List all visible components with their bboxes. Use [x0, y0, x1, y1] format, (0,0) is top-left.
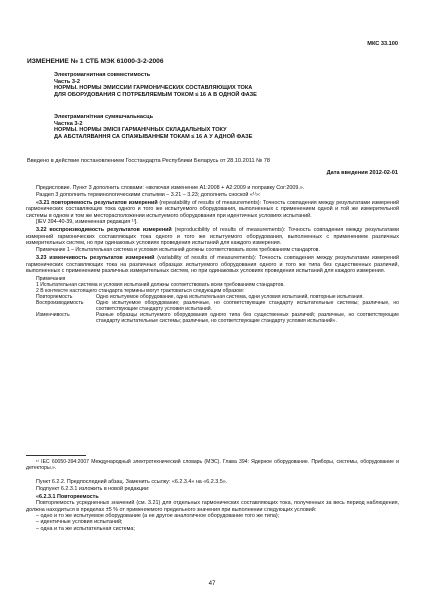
- term-3-22-heading: 3.22 воспроизводимость результатов измерений: [36, 227, 172, 234]
- ru-title-line-2: Часть 3-2: [54, 78, 80, 85]
- ru-title-line-3: НОРМЫ. НОРМЫ ЭМИССИИ ГАРМОНИЧЕСКИХ СОСТАВЛЯЮЩИХ ТОКА: [54, 85, 253, 92]
- term-3-21-reference: [IEV 394-40-39, измененная редакция ¹⁾].: [36, 218, 138, 225]
- by-title-line-2: Частка 3-2: [54, 120, 83, 127]
- paragraph-6-2-2: Пункт 6.2.2. Предпоследний абзац. Заменить ссылку: «6.2.3.4» на «6.2.3.5».: [36, 479, 228, 485]
- term-3-21: [26, 200, 399, 219]
- condition-list-item: – одно и то же испытуемое оборудование (а не другое аналогичное оборудование того же типа);: [36, 512, 280, 519]
- amendment-title: ИЗМЕНЕНИЕ № 1 СТБ МЭК 61000-3-2-2006: [27, 58, 164, 65]
- term-3-23-text: (variability of results of measurements): Точность совпадения между результатами измерений гармонических составляющих тока на различных образцах испытуемого оборудования одного и того же типа без существенных различий, выполненных с применением различных измерительных систем, но при одинаковых условиях проведения испытаний для каждого измерения.: [26, 255, 399, 275]
- definition-row: [36, 312, 399, 324]
- paragraph-6-2-3-1-body: Повторяемость усредненных значений (см. 3.21) для отдельных гармонических составляющих тока, полученных за весь период наблюдения, должна находиться в пределах ±5 % от применяемого предельного значения при выполнении следующих условий:: [26, 500, 399, 513]
- term-3-22-text: (reproducibility of results of measurements): Точность совпадения между результатами измерений гармонических составляющих тока одного и того же испытуемого оборудования, выполненных с применением различных измерительных систем, но при одинаковых условиях проведения испытаний для каждого измерения.: [26, 227, 399, 246]
- definition-term: Воспроизводимость: [36, 299, 84, 306]
- definition-desc: Одно испытуемое оборудование, одна испытательная система, одни условия испытаний, повторные испытания.: [96, 293, 364, 300]
- term-3-21-text: (repeatability of results of measurements): Точность совпадения между результатами измерений гармонических составляющих тока одного и того же испытуемого оборудования, выполненных с применением одной и той же измерительной системы в одном и том же месторасположении испытуемого оборудования при идентичных условиях испытаний.: [26, 199, 399, 219]
- term-3-23: [26, 255, 399, 274]
- condition-list-item: – одна и та же испытательная система;: [36, 525, 135, 532]
- definition-term: Повторяемость: [36, 293, 73, 300]
- notes-block: [26, 276, 399, 324]
- footnote-text: ¹⁾ IEC 60050-394:2007 Международный электротехнический словарь (МЭС). Глава 394: Ядерное оборудование. Приборы, системы, оборудование и детекторы.».: [26, 459, 399, 471]
- preface-paragraph: Предисловие. Пункт 3 дополнить словами: «включая изменение А1:2008 + А2:2009 и поправку Cor:2009.».: [36, 185, 305, 191]
- enactment-text: Введено в действие постановлением Госстандарта Республики Беларусь от 28.10.2011 № 78: [27, 158, 270, 164]
- page-number: 47: [208, 580, 216, 587]
- by-title-line-3: НОРМЫ. НОРМЫ ЭМІСІІ ГАРМАНІЧНЫХ СКЛАДАЛЬНЫХ ТОКУ: [54, 127, 227, 134]
- term-3-22-note: Примечание 1 – Испытательная система и условия испытаний должны соответствовать всем требованиям стандартов.: [36, 247, 320, 254]
- belarusian-title-block: [54, 114, 394, 140]
- term-3-21-heading: «3.21 повторяемость результатов измерений: [36, 199, 158, 206]
- by-title-line-4: ДА АБСТАЛЯВАННЯ СА СПАЖЫВАННЕМ ТОКАМ ≤ 16 А У АДНОЙ ФАЗЕ: [54, 133, 253, 140]
- note-2: 2 В контексте настоящего стандарта термины могут трактоваться следующим образом:: [36, 287, 245, 294]
- note-1: 1 Испытательная система и условия испытаний должны соответствовать всем требованиям стандартов.: [36, 281, 285, 288]
- ru-title-line-4: ДЛЯ ОБОРУДОВАНИЯ С ПОТРЕБЛЯЕМЫМ ТОКОМ ≤ 16 А В ОДНОЙ ФАЗЕ: [54, 91, 257, 98]
- definition-row: [36, 300, 399, 312]
- definitions-table: [26, 294, 399, 324]
- heading-6-2-3-1: «6.2.3.1 Повторяемость: [36, 493, 99, 500]
- condition-list-item: – идентичные условия испытаний;: [36, 519, 123, 526]
- section3-paragraph: Раздел 3 дополнить терминологическими статьями – 3.21 – 3.23; дополнить сноской «¹⁾»:: [36, 192, 261, 199]
- main-body: [26, 185, 399, 324]
- definition-desc: Разные образцы испытуемого оборудования одного типа без существенных различий; различные, но соответствующие стандарту испытательные системы; различные, но соответствующие стандарту условия испытаний».: [96, 311, 399, 324]
- footnote-rule: [26, 455, 86, 456]
- effective-date: Дата введения 2012-02-01: [326, 170, 398, 176]
- amendment-body: [26, 479, 399, 532]
- term-3-22: [26, 227, 399, 246]
- term-3-23-heading: 3.23 изменчивость результатов измерений: [36, 255, 155, 262]
- definition-term: Изменчивость: [36, 311, 70, 318]
- mks-code: МКС 33.100: [367, 41, 398, 47]
- ru-title-line-1: Электромагнитная совместимость: [54, 72, 151, 78]
- by-title-line-1: Электрамагнітная сумяшчальнасць: [54, 114, 154, 120]
- paragraph-6-2-3-1-intro: Подпункт 6.2.3.1 изложить в новой редакции:: [36, 486, 150, 493]
- definition-desc: Одно испытуемое оборудование; различные, но соответствующие стандарту испытательные системы; различные, но соответствующие стандарту условия испытаний.: [96, 299, 399, 312]
- russian-title-block: [54, 72, 394, 98]
- footnote: [26, 459, 399, 471]
- notes-title: Примечания: [36, 275, 66, 282]
